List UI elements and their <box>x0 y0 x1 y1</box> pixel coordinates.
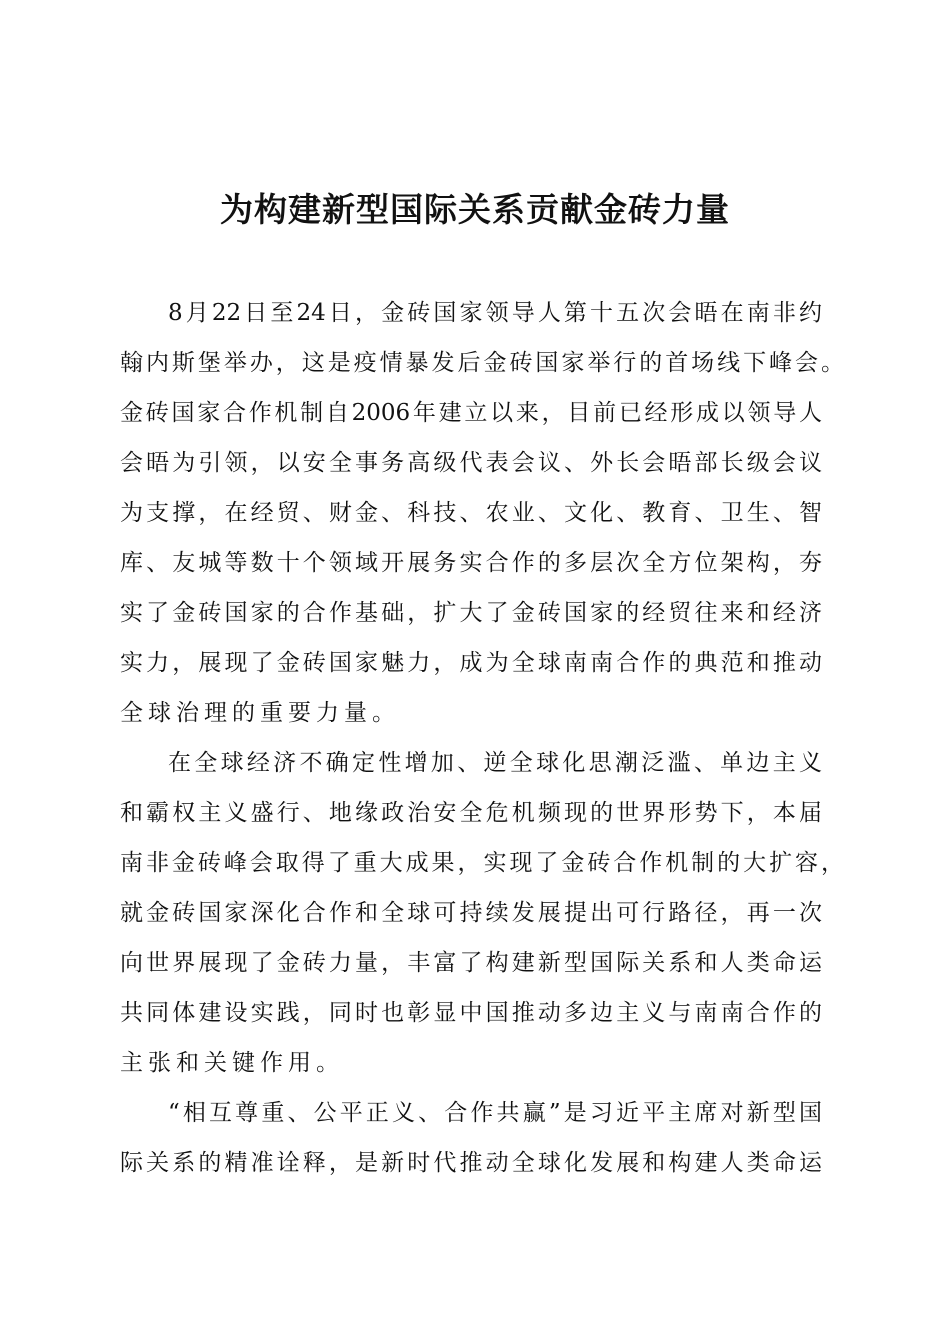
text-line: 为支撑，在经贸、财金、科技、农业、文化、教育、卫生、智 <box>120 500 822 526</box>
text-line: 全球治理的重要力量。 <box>120 700 400 726</box>
paragraph <box>120 738 844 1088</box>
text-line: 实了金砖国家的合作基础，扩大了金砖国家的经贸往来和经济 <box>120 600 822 626</box>
text-line: 和霸权主义盛行、地缘政治安全危机频现的世界形势下，本届 <box>120 800 822 826</box>
text-line: 向世界展现了金砖力量，丰富了构建新型国际关系和人类命运 <box>120 950 822 976</box>
text-line: 翰内斯堡举办，这是疫情暴发后金砖国家举行的首场线下峰会。 <box>120 350 844 376</box>
text-line: 在全球经济不确定性增加、逆全球化思潮泛滥、单边主义 <box>168 750 822 776</box>
text-line: 南非金砖峰会取得了重大成果，实现了金砖合作机制的大扩容， <box>120 850 844 876</box>
text-line: “相互尊重、公平正义、合作共赢”是习近平主席对新型国 <box>168 1100 822 1126</box>
text-line: 实力，展现了金砖国家魅力，成为全球南南合作的典范和推动 <box>120 650 822 676</box>
text-line: 共同体建设实践，同时也彰显中国推动多边主义与南南合作的 <box>120 1000 822 1026</box>
document-title: 为构建新型国际关系贡献金砖力量 <box>220 190 730 229</box>
paragraph <box>120 288 844 738</box>
text-line: 金砖国家合作机制自2006年建立以来，目前已经形成以领导人 <box>120 400 822 426</box>
text-line: 库、友城等数十个领域开展务实合作的多层次全方位架构，夯 <box>120 550 822 576</box>
text-line: 8月22日至24日，金砖国家领导人第十五次会晤在南非约 <box>168 300 822 326</box>
paragraph <box>120 1088 822 1188</box>
text-line: 际关系的精准诠释，是新时代推动全球化发展和构建人类命运 <box>120 1150 822 1176</box>
text-line: 主张和关键作用。 <box>120 1050 344 1076</box>
text-line: 会晤为引领，以安全事务高级代表会议、外长会晤部长级会议 <box>120 450 822 476</box>
document-body <box>120 288 844 1188</box>
text-line: 就金砖国家深化合作和全球可持续发展提出可行路径，再一次 <box>120 900 822 926</box>
